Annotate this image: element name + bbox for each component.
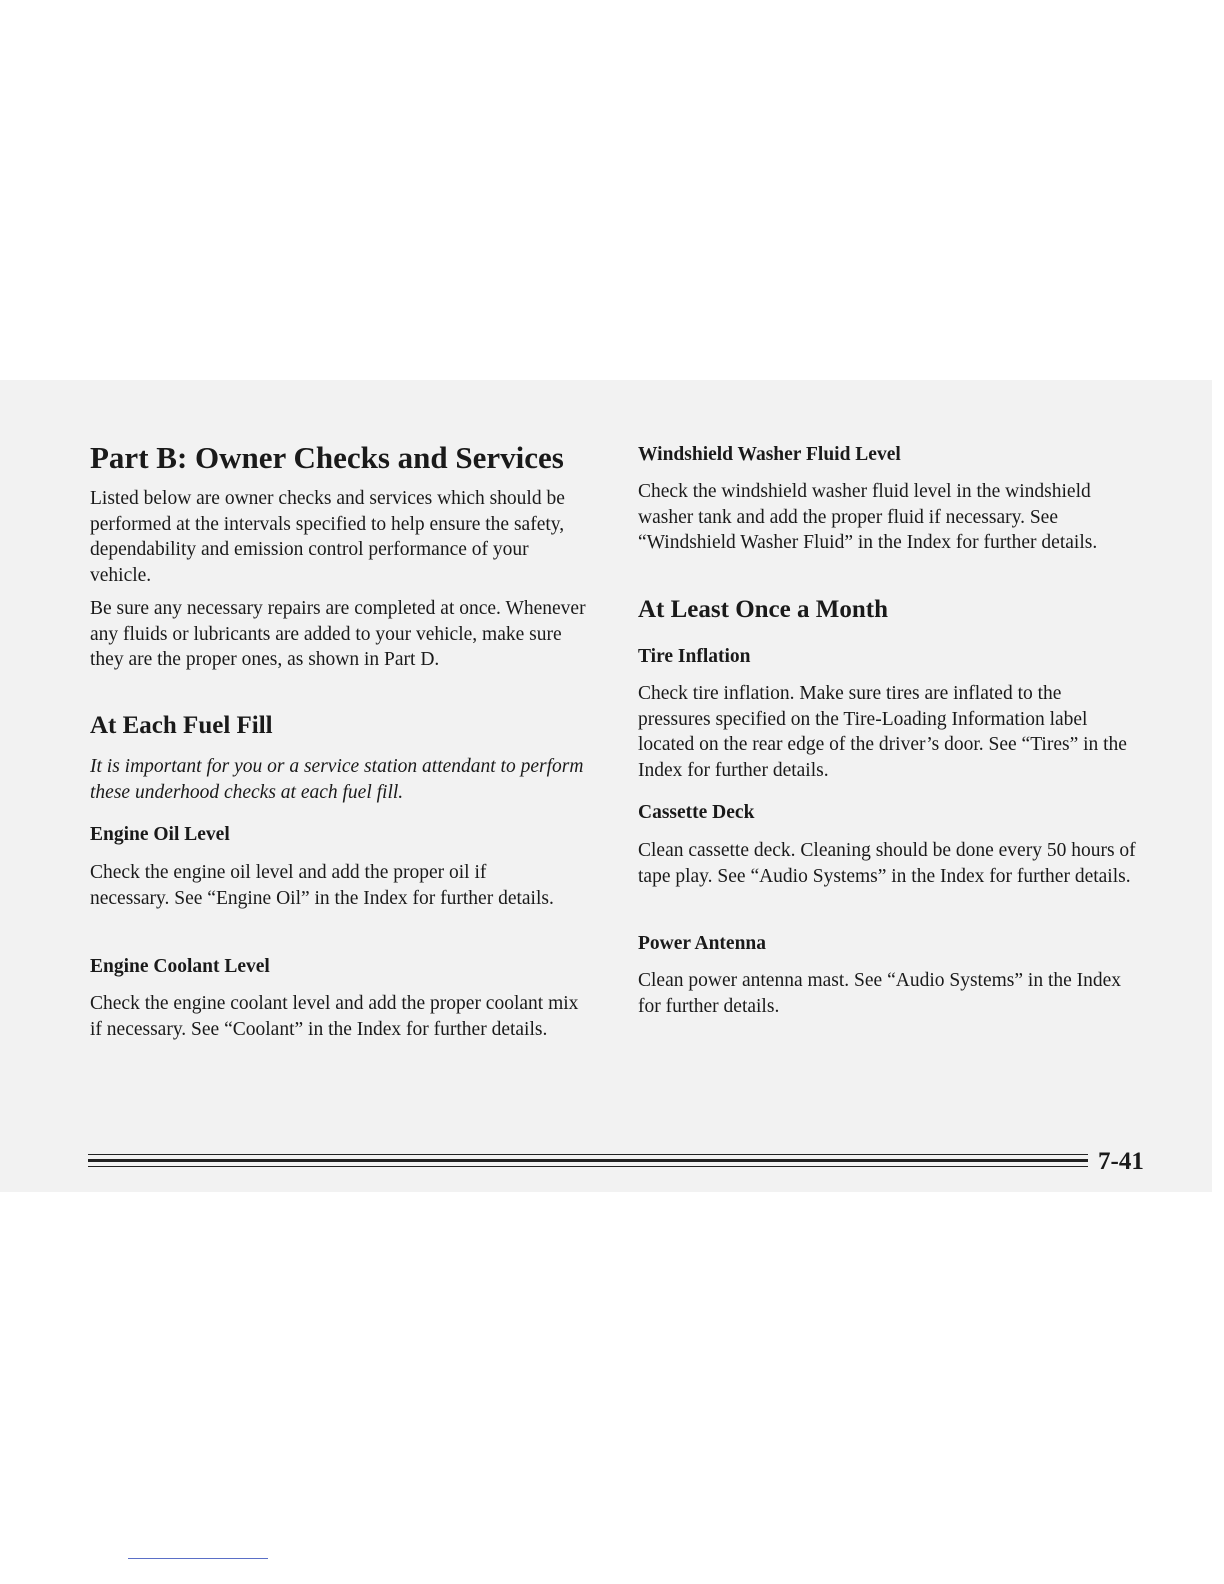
page-title: Part B: Owner Checks and Services [90, 440, 564, 475]
subheading-power-antenna: Power Antenna [638, 933, 767, 954]
cassette-deck-text: Clean cassette deck. Cleaning should be done every 50 hours of tape play. See “Audio Systems” in the Index for further details. [638, 840, 1136, 887]
subheading-washer-fluid: Windshield Washer Fluid Level [638, 444, 901, 465]
fuel-fill-intro: It is important for you or a service station attendant to perform these underhood checks at each fuel fill. [90, 756, 584, 803]
subheading-engine-coolant: Engine Coolant Level [90, 956, 270, 977]
engine-coolant-text: Check the engine coolant level and add the proper coolant mix if necessary. See “Coolant” in the Index for further details. [90, 993, 579, 1040]
page-number: 7-41 [1098, 1148, 1144, 1175]
subheading-engine-oil: Engine Oil Level [90, 824, 230, 845]
engine-oil-text: Check the engine oil level and add the proper oil if necessary. See “Engine Oil” in the Index for further details. [90, 862, 554, 909]
section-heading-once-a-month: At Least Once a Month [638, 596, 888, 623]
footer-rule [88, 1150, 1088, 1180]
washer-fluid-text: Check the windshield washer fluid level in the windshield washer tank and add the proper fluid if necessary. See “Windshield Washer Fluid” in the Index for further details. [638, 481, 1098, 553]
intro-paragraph-2: Be sure any necessary repairs are completed at once. Whenever any fluids or lubricants are added to your vehicle, make sure they are the proper ones, as shown in Part D. [90, 598, 586, 670]
power-antenna-text: Clean power antenna mast. See “Audio Systems” in the Index for further details. [638, 970, 1122, 1017]
tire-inflation-text: Check tire inflation. Make sure tires are inflated to the pressures specified on the Tire-Loading Information label located on the rear edge of the driver’s door. See “Tires” in the Index for further details. [638, 683, 1127, 781]
subheading-tire-inflation: Tire Inflation [638, 646, 751, 667]
footnote-divider [128, 1558, 268, 1559]
subheading-cassette-deck: Cassette Deck [638, 802, 755, 823]
section-heading-fuel-fill: At Each Fuel Fill [90, 712, 273, 739]
intro-paragraph-1: Listed below are owner checks and services which should be performed at the intervals specified to help ensure the safety, dependability and emission control performance of your vehicle. [90, 488, 565, 586]
